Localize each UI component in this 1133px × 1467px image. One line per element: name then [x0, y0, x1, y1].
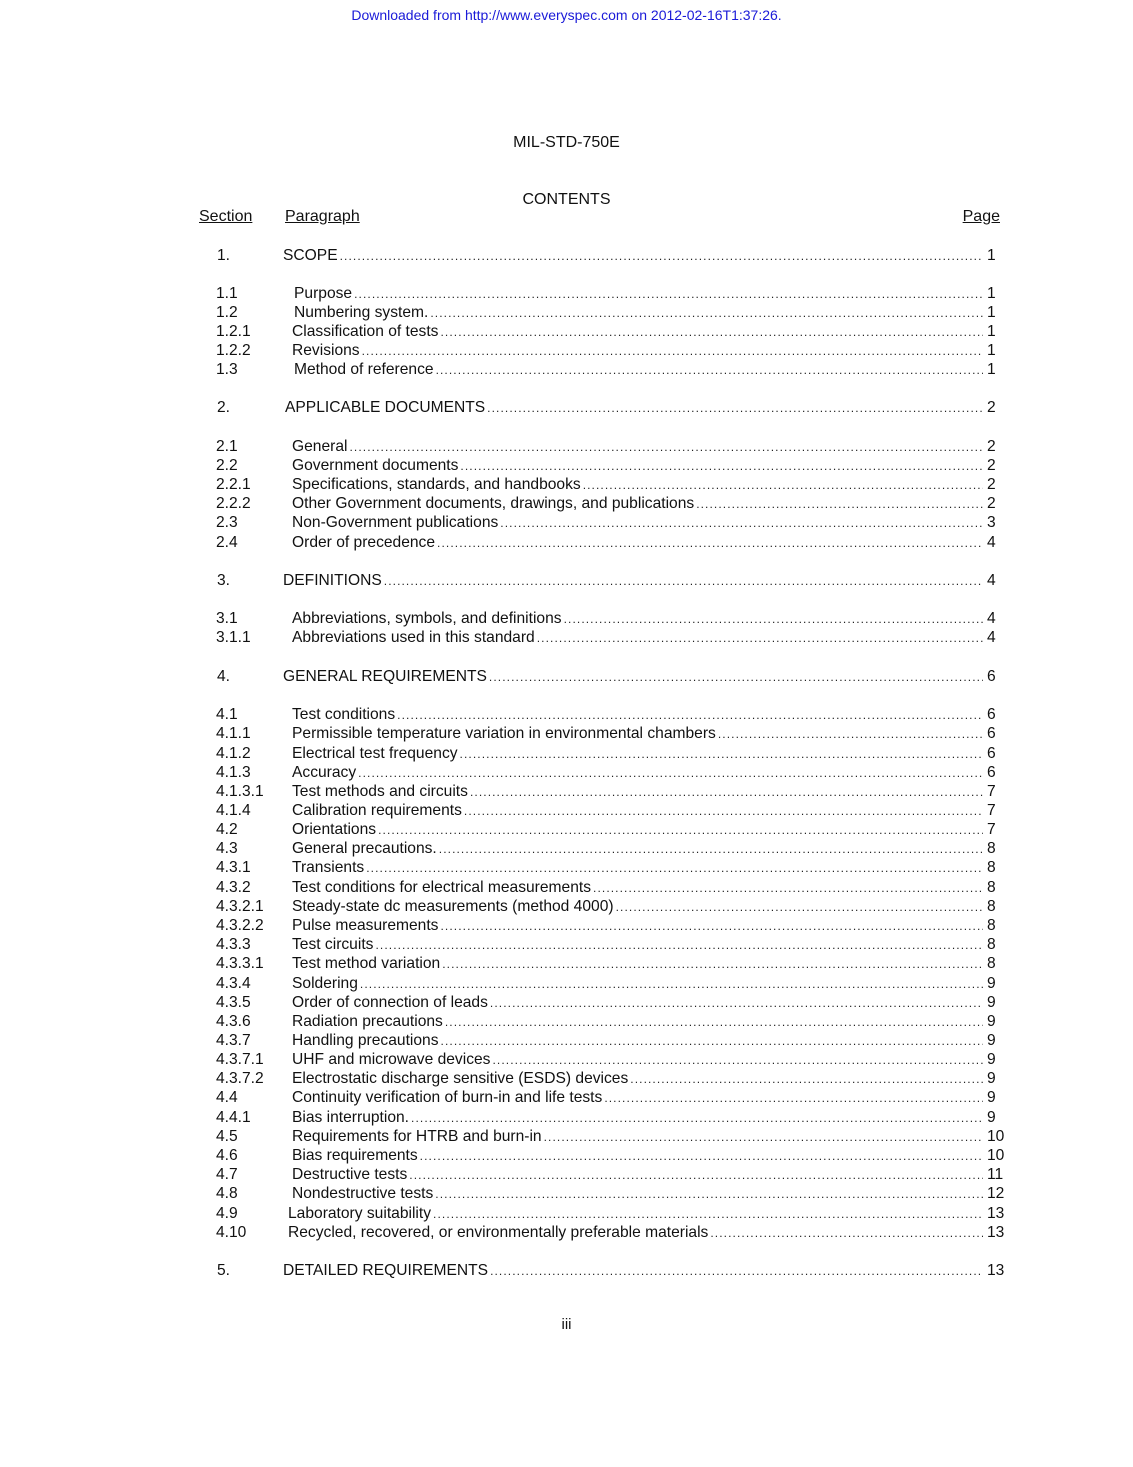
toc-entry-page: 13: [987, 1262, 1005, 1279]
toc-entry-page: 11: [987, 1166, 1004, 1183]
toc-entry-number: 4.3.5: [216, 994, 251, 1011]
toc-dot-leader: [409, 1165, 983, 1185]
toc-entry-title: Requirements for HTRB and burn-in: [292, 1128, 542, 1145]
toc-entry-title: DETAILED REQUIREMENTS: [283, 1262, 489, 1279]
toc-entry-page: 8: [987, 879, 996, 896]
toc-entry-number: 4.4.1: [216, 1109, 251, 1126]
toc-entry-title: Test circuits: [292, 936, 374, 953]
toc-dot-leader: [460, 456, 983, 476]
toc-entry-page: 9: [987, 1089, 996, 1106]
toc-entry-page: 1: [987, 247, 996, 264]
toc-dot-leader: [358, 763, 983, 783]
toc-entry-number: 2.3: [216, 514, 238, 531]
toc-entry-number: 4.3.7.2: [216, 1070, 264, 1087]
toc-entry-number: 1.3: [216, 361, 238, 378]
toc-entry-title: Test conditions: [292, 706, 396, 723]
toc-dot-leader: [349, 437, 983, 457]
toc-entry[interactable]: [0, 1012, 1133, 1032]
toc-dot-leader: [470, 782, 983, 802]
toc-dot-leader: [354, 284, 983, 304]
toc-entry[interactable]: [0, 1108, 1133, 1128]
document-id: MIL-STD-750E: [513, 134, 620, 151]
toc-entry-page: 10: [987, 1128, 1005, 1145]
toc-entry-number: 1.2.2: [216, 342, 251, 359]
toc-entry-page: 9: [987, 1032, 996, 1049]
toc-entry-page: 8: [987, 898, 996, 915]
toc-dot-leader: [442, 954, 983, 974]
toc-dot-leader: [435, 1184, 983, 1204]
toc-dot-leader: [411, 1108, 983, 1128]
toc-entry-number: 4.3: [216, 840, 238, 857]
toc-entry-number: 4.3.1: [216, 859, 251, 876]
toc-entry-number: 4.3.2: [216, 879, 251, 896]
toc-entry-page: 1: [987, 285, 996, 302]
toc-entry[interactable]: [0, 839, 1133, 859]
toc-entry-title: Electrical test frequency: [292, 745, 458, 762]
toc-entry-title: Nondestructive tests: [292, 1185, 434, 1202]
toc-entry[interactable]: [0, 858, 1133, 878]
toc-entry-number: 4.7: [216, 1166, 238, 1183]
toc-entry-number: 4.10: [216, 1224, 247, 1241]
toc-entry[interactable]: [0, 782, 1133, 802]
toc-entry-page: 2: [987, 457, 996, 474]
toc-dot-leader: [464, 801, 983, 821]
toc-entry-number: 4.3.2.1: [216, 898, 264, 915]
toc-entry-number: 4.6: [216, 1147, 238, 1164]
toc-entry-title: Test methods and circuits: [292, 783, 468, 800]
toc-entry[interactable]: [0, 897, 1133, 917]
toc-entry-page: 9: [987, 1109, 996, 1126]
toc-entry-title: Government documents: [292, 457, 459, 474]
toc-entry-page: 7: [987, 821, 996, 838]
toc-entry-number: 4.4: [216, 1089, 238, 1106]
toc-entry-title: DEFINITIONS: [283, 572, 382, 589]
toc-entry[interactable]: [0, 1204, 1133, 1224]
toc-entry-title: Calibration requirements: [292, 802, 462, 819]
toc-dot-leader: [384, 571, 983, 591]
toc-entry-title: General precautions.: [292, 840, 437, 857]
toc-entry[interactable]: [0, 1184, 1133, 1204]
contents-title: CONTENTS: [522, 191, 611, 208]
toc-entry[interactable]: [0, 1261, 1133, 1281]
toc-dot-leader: [445, 1012, 983, 1032]
toc-dot-leader: [366, 858, 983, 878]
toc-entry-number: 1.: [217, 247, 231, 264]
toc-entry-title: Abbreviations, symbols, and definitions: [292, 610, 562, 627]
toc-entry-number: 4.1.1: [216, 725, 251, 742]
toc-entry[interactable]: [0, 513, 1133, 533]
toc-entry-title: Steady-state dc measurements (method 4000): [292, 898, 614, 915]
toc-entry-title: Recycled, recovered, or environmentally preferable materials: [288, 1224, 709, 1241]
toc-entry[interactable]: [0, 705, 1133, 725]
toc-entry-number: 2.2.2: [216, 495, 251, 512]
toc-entry-page: 6: [987, 706, 996, 723]
toc-entry-page: 8: [987, 917, 996, 934]
toc-entry-title: Radiation precautions: [292, 1013, 443, 1030]
toc-entry-title: Orientations: [292, 821, 377, 838]
toc-dot-leader: [537, 628, 983, 648]
toc-dot-leader: [430, 303, 983, 323]
toc-entry-title: SCOPE: [283, 247, 338, 264]
toc-entry-page: 7: [987, 802, 996, 819]
toc-entry[interactable]: [0, 628, 1133, 648]
toc-entry-number: 4.8: [216, 1185, 238, 1202]
toc-entry-title: Other Government documents, drawings, and publications: [292, 495, 695, 512]
toc-entry-page: 6: [987, 745, 996, 762]
toc-entry-page: 8: [987, 955, 996, 972]
toc-entry-page: 1: [987, 342, 996, 359]
toc-entry-number: 1.1: [216, 285, 238, 302]
toc-dot-leader: [441, 1031, 983, 1051]
toc-entry-page: 1: [987, 323, 996, 340]
toc-entry-number: 4.1.3.1: [216, 783, 264, 800]
toc-entry[interactable]: [0, 724, 1133, 744]
page-column-header: Page: [962, 208, 1000, 225]
toc-dot-leader: [440, 916, 983, 936]
toc-entry-title: UHF and microwave devices: [292, 1051, 491, 1068]
toc-entry-page: 10: [987, 1147, 1005, 1164]
toc-entry-number: 1.2.1: [216, 323, 251, 340]
toc-dot-leader: [490, 1261, 983, 1281]
toc-entry[interactable]: [0, 974, 1133, 994]
toc-entry-number: 2.2: [216, 457, 238, 474]
toc-entry-title: Abbreviations used in this standard: [292, 629, 535, 646]
toc-entry-page: 8: [987, 859, 996, 876]
toc-entry[interactable]: [0, 475, 1133, 495]
toc-entry-title: Method of reference: [294, 361, 434, 378]
toc-entry-title: Order of precedence: [292, 534, 436, 551]
toc-entry[interactable]: [0, 437, 1133, 457]
toc-dot-leader: [433, 1204, 983, 1224]
toc-entry-title: Continuity verification of burn-in and life tests: [292, 1089, 603, 1106]
toc-entry-title: Revisions: [292, 342, 360, 359]
toc-entry-title: Purpose: [294, 285, 353, 302]
toc-dot-leader: [375, 935, 983, 955]
toc-entry-page: 6: [987, 764, 996, 781]
toc-dot-leader: [718, 724, 983, 744]
toc-entry-number: 4.: [217, 668, 231, 685]
toc-dot-leader: [397, 705, 983, 725]
toc-entry-title: Bias interruption.: [292, 1109, 410, 1126]
toc-entry-title: Order of connection of leads: [292, 994, 488, 1011]
toc-dot-leader: [544, 1127, 983, 1147]
toc-entry[interactable]: [0, 360, 1133, 380]
toc-entry[interactable]: [0, 801, 1133, 821]
toc-entry-title: Test conditions for electrical measurements: [292, 879, 592, 896]
toc-entry[interactable]: [0, 1165, 1133, 1185]
toc-entry-title: Numbering system.: [294, 304, 429, 321]
toc-entry-page: 12: [987, 1185, 1005, 1202]
toc-entry-number: 3.: [217, 572, 231, 589]
footer-page-number: iii: [561, 1316, 572, 1333]
toc-entry-number: 4.1.2: [216, 745, 251, 762]
toc-dot-leader: [437, 533, 983, 553]
toc-entry-title: Destructive tests: [292, 1166, 408, 1183]
toc-entry-page: 4: [987, 534, 996, 551]
toc-entry[interactable]: [0, 993, 1133, 1013]
toc-entry-number: 4.3.7: [216, 1032, 251, 1049]
toc-entry-page: 9: [987, 975, 996, 992]
toc-entry-title: Laboratory suitability: [288, 1205, 432, 1222]
toc-entry-title: Accuracy: [292, 764, 357, 781]
toc-entry[interactable]: [0, 1088, 1133, 1108]
toc-dot-leader: [593, 878, 983, 898]
toc-entry-page: 1: [987, 304, 996, 321]
toc-dot-leader: [630, 1069, 983, 1089]
toc-entry-page: 8: [987, 840, 996, 857]
toc-entry-number: 4.3.4: [216, 975, 251, 992]
toc-entry[interactable]: [0, 1127, 1133, 1147]
toc-entry[interactable]: [0, 571, 1133, 591]
toc-entry-number: 4.1.3: [216, 764, 251, 781]
toc-entry[interactable]: [0, 1146, 1133, 1166]
toc-entry-title: Bias requirements: [292, 1147, 418, 1164]
toc-entry[interactable]: [0, 916, 1133, 936]
toc-dot-leader: [378, 820, 983, 840]
toc-entry-title: Soldering: [292, 975, 358, 992]
toc-entry-page: 6: [987, 668, 996, 685]
toc-entry[interactable]: [0, 322, 1133, 342]
toc-entry-number: 1.2: [216, 304, 238, 321]
toc-entry-title: Classification of tests: [292, 323, 439, 340]
toc-dot-leader: [340, 246, 983, 266]
toc-entry-page: 4: [987, 629, 996, 646]
toc-entry-number: 4.9: [216, 1205, 238, 1222]
toc-dot-leader: [360, 974, 983, 994]
toc-dot-leader: [604, 1088, 983, 1108]
toc-dot-leader: [696, 494, 983, 514]
toc-entry-title: Handling precautions: [292, 1032, 439, 1049]
toc-dot-leader: [583, 475, 983, 495]
toc-entry-page: 4: [987, 572, 996, 589]
download-banner-link[interactable]: Downloaded from http://www.everyspec.com on 2012-02-16T1:37:26.: [351, 7, 782, 23]
toc-entry-page: 9: [987, 1070, 996, 1087]
toc-entry[interactable]: [0, 456, 1133, 476]
toc-dot-leader: [487, 398, 983, 418]
toc-entry[interactable]: [0, 744, 1133, 764]
toc-entry[interactable]: [0, 1069, 1133, 1089]
toc-dot-leader: [439, 839, 983, 859]
toc-entry[interactable]: [0, 878, 1133, 898]
toc-entry-title: Pulse measurements: [292, 917, 439, 934]
toc-dot-leader: [436, 360, 983, 380]
toc-entry-title: APPLICABLE DOCUMENTS: [285, 399, 486, 416]
toc-entry-page: 8: [987, 936, 996, 953]
toc-entry-title: Non-Government publications: [292, 514, 499, 531]
toc-entry[interactable]: [0, 533, 1133, 553]
toc-entry[interactable]: [0, 609, 1133, 629]
toc-entry-number: 4.2: [216, 821, 238, 838]
toc-entry-number: 2.: [217, 399, 231, 416]
toc-dot-leader: [490, 993, 983, 1013]
toc-dot-leader: [420, 1146, 983, 1166]
toc-entry[interactable]: [0, 1050, 1133, 1070]
toc-entry-page: 9: [987, 1051, 996, 1068]
toc-dot-leader: [500, 513, 983, 533]
toc-entry[interactable]: [0, 763, 1133, 783]
toc-entry-number: 4.3.3: [216, 936, 251, 953]
toc-dot-leader: [460, 744, 983, 764]
toc-entry-page: 13: [987, 1224, 1005, 1241]
toc-entry[interactable]: [0, 398, 1133, 418]
paragraph-column-header: Paragraph: [285, 208, 360, 225]
toc-entry-page: 9: [987, 994, 996, 1011]
toc-entry-page: 2: [987, 476, 996, 493]
toc-entry-title: Electrostatic discharge sensitive (ESDS) devices: [292, 1070, 629, 1087]
toc-entry-number: 2.4: [216, 534, 238, 551]
toc-entry-page: 2: [987, 495, 996, 512]
toc-entry-number: 4.3.6: [216, 1013, 251, 1030]
toc-entry-number: 2.2.1: [216, 476, 251, 493]
toc-dot-leader: [616, 897, 983, 917]
toc-entry-title: Permissible temperature variation in environmental chambers: [292, 725, 716, 742]
toc-entry[interactable]: [0, 341, 1133, 361]
toc-entry-title: Specifications, standards, and handbooks: [292, 476, 581, 493]
toc-entry-page: 3: [987, 514, 996, 531]
toc-entry-number: 4.3.7.1: [216, 1051, 264, 1068]
toc-entry[interactable]: [0, 1031, 1133, 1051]
toc-entry[interactable]: [0, 954, 1133, 974]
toc-dot-leader: [440, 322, 983, 342]
toc-entry[interactable]: [0, 1223, 1133, 1243]
toc-entry-page: 1: [987, 361, 996, 378]
toc-entry[interactable]: [0, 820, 1133, 840]
toc-entry-page: 13: [987, 1205, 1005, 1222]
toc-entry-page: 9: [987, 1013, 996, 1030]
toc-entry-number: 4.5: [216, 1128, 238, 1145]
toc-entry-number: 3.1.1: [216, 629, 251, 646]
toc-entry-number: 5.: [217, 1262, 231, 1279]
toc-entry-title: Transients: [292, 859, 365, 876]
toc-entry-number: 3.1: [216, 610, 238, 627]
toc-entry[interactable]: [0, 667, 1133, 687]
toc-dot-leader: [564, 609, 983, 629]
toc-dot-leader: [489, 667, 983, 687]
toc-entry[interactable]: [0, 935, 1133, 955]
toc-entry-number: 4.3.2.2: [216, 917, 264, 934]
toc-dot-leader: [492, 1050, 983, 1070]
toc-entry-page: 7: [987, 783, 996, 800]
toc-dot-leader: [710, 1223, 983, 1243]
toc-entry[interactable]: [0, 246, 1133, 266]
toc-entry-number: 4.1: [216, 706, 238, 723]
toc-dot-leader: [362, 341, 983, 361]
toc-entry-title: General: [292, 438, 348, 455]
toc-entry[interactable]: [0, 284, 1133, 304]
toc-entry-number: 4.1.4: [216, 802, 251, 819]
toc-entry-page: 2: [987, 438, 996, 455]
toc-entry-number: 2.1: [216, 438, 238, 455]
toc-entry[interactable]: [0, 303, 1133, 323]
toc-entry-page: 6: [987, 725, 996, 742]
section-column-header: Section: [199, 208, 253, 225]
toc-entry-number: 4.3.3.1: [216, 955, 264, 972]
toc-entry-title: GENERAL REQUIREMENTS: [283, 668, 487, 685]
toc-entry[interactable]: [0, 494, 1133, 514]
toc-entry-page: 4: [987, 610, 996, 627]
toc-entry-page: 2: [987, 399, 996, 416]
toc-entry-title: Test method variation: [292, 955, 441, 972]
